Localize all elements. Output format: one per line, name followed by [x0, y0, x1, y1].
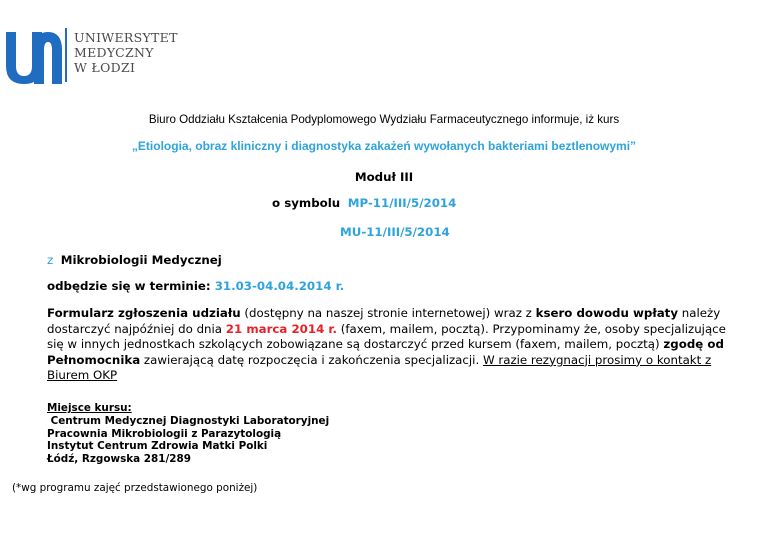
- logo-wordmark: [74, 30, 178, 75]
- para-text: należy dostarczyć najpóźniej do dnia: [47, 306, 721, 336]
- university-logo: [4, 24, 178, 86]
- logo-line: UNIWERSYTET: [74, 30, 178, 45]
- symbol-label: o symbolu: [272, 196, 341, 210]
- module-label: Moduł III: [354, 170, 414, 184]
- para-text: (faxem, mailem, pocztą). Przypominamy że, osoby specjalizujące się w innych jednostkach szkolących zobowiązane są dostarczyć przed kursem (faxem, mailem, pocztą): [47, 321, 726, 352]
- payment-copy-label: ksero dowodu wpłaty: [535, 306, 679, 320]
- location-line: Instytut Centrum Zdrowia Matki Polki: [47, 440, 268, 453]
- intro-text: Biuro Oddziału Kształcenia Podyplomowego Wydziału Farmaceutycznego informuje, iż kurs: [148, 113, 620, 126]
- course-title: „Etiologia, obraz kliniczny i diagnostyka zakażeń wywołanych bakteriami beztlenowymi”: [131, 139, 637, 153]
- registration-paragraph: [47, 306, 737, 384]
- field-prefix: z: [47, 253, 54, 267]
- para-text: zawierającą datę rozpoczęcia i zakończenia specjalizacji.: [140, 352, 483, 367]
- consent-label: zgodę od Pełnomocnika: [47, 337, 724, 367]
- para-text: (dostępny na naszej stronie internetowej) wraz z: [240, 306, 536, 320]
- term-label: odbędzie się w terminie:: [47, 279, 211, 293]
- location-heading: Miejsce kursu:: [47, 402, 132, 414]
- program-note: (*wg programu zajęć przedstawionego poniżej): [12, 482, 258, 494]
- um-logo-icon: [4, 26, 64, 86]
- symbol-code-mp: MP-11/III/5/2014: [347, 196, 457, 210]
- term-line: [47, 279, 344, 293]
- field-name: Mikrobiologii Medycznej: [60, 253, 222, 267]
- logo-line: MEDYCZNY: [74, 45, 154, 60]
- symbol-code-mu: MU-11/III/5/2014: [340, 225, 450, 239]
- location-line: Centrum Medycznej Diagnostyki Laboratoryjnej: [47, 414, 330, 427]
- form-label: Formularz zgłoszenia udziału: [47, 306, 241, 320]
- symbol-line: [272, 196, 456, 210]
- course-location: [47, 402, 329, 466]
- location-line: Pracownia Mikrobiologii z Parazytologią: [47, 427, 282, 440]
- field-line: [47, 253, 222, 267]
- location-line: Łódź, Rzgowska 281/289: [47, 453, 191, 466]
- deadline-date: 21 marca 2014 r.: [225, 321, 338, 336]
- logo-line: W ŁODZI: [74, 60, 136, 75]
- term-dates: 31.03-04.04.2014 r.: [214, 279, 345, 293]
- resignation-note: W razie rezygnacji prosimy o kontakt z Biurem OKP: [47, 352, 712, 383]
- logo-divider: [65, 28, 67, 82]
